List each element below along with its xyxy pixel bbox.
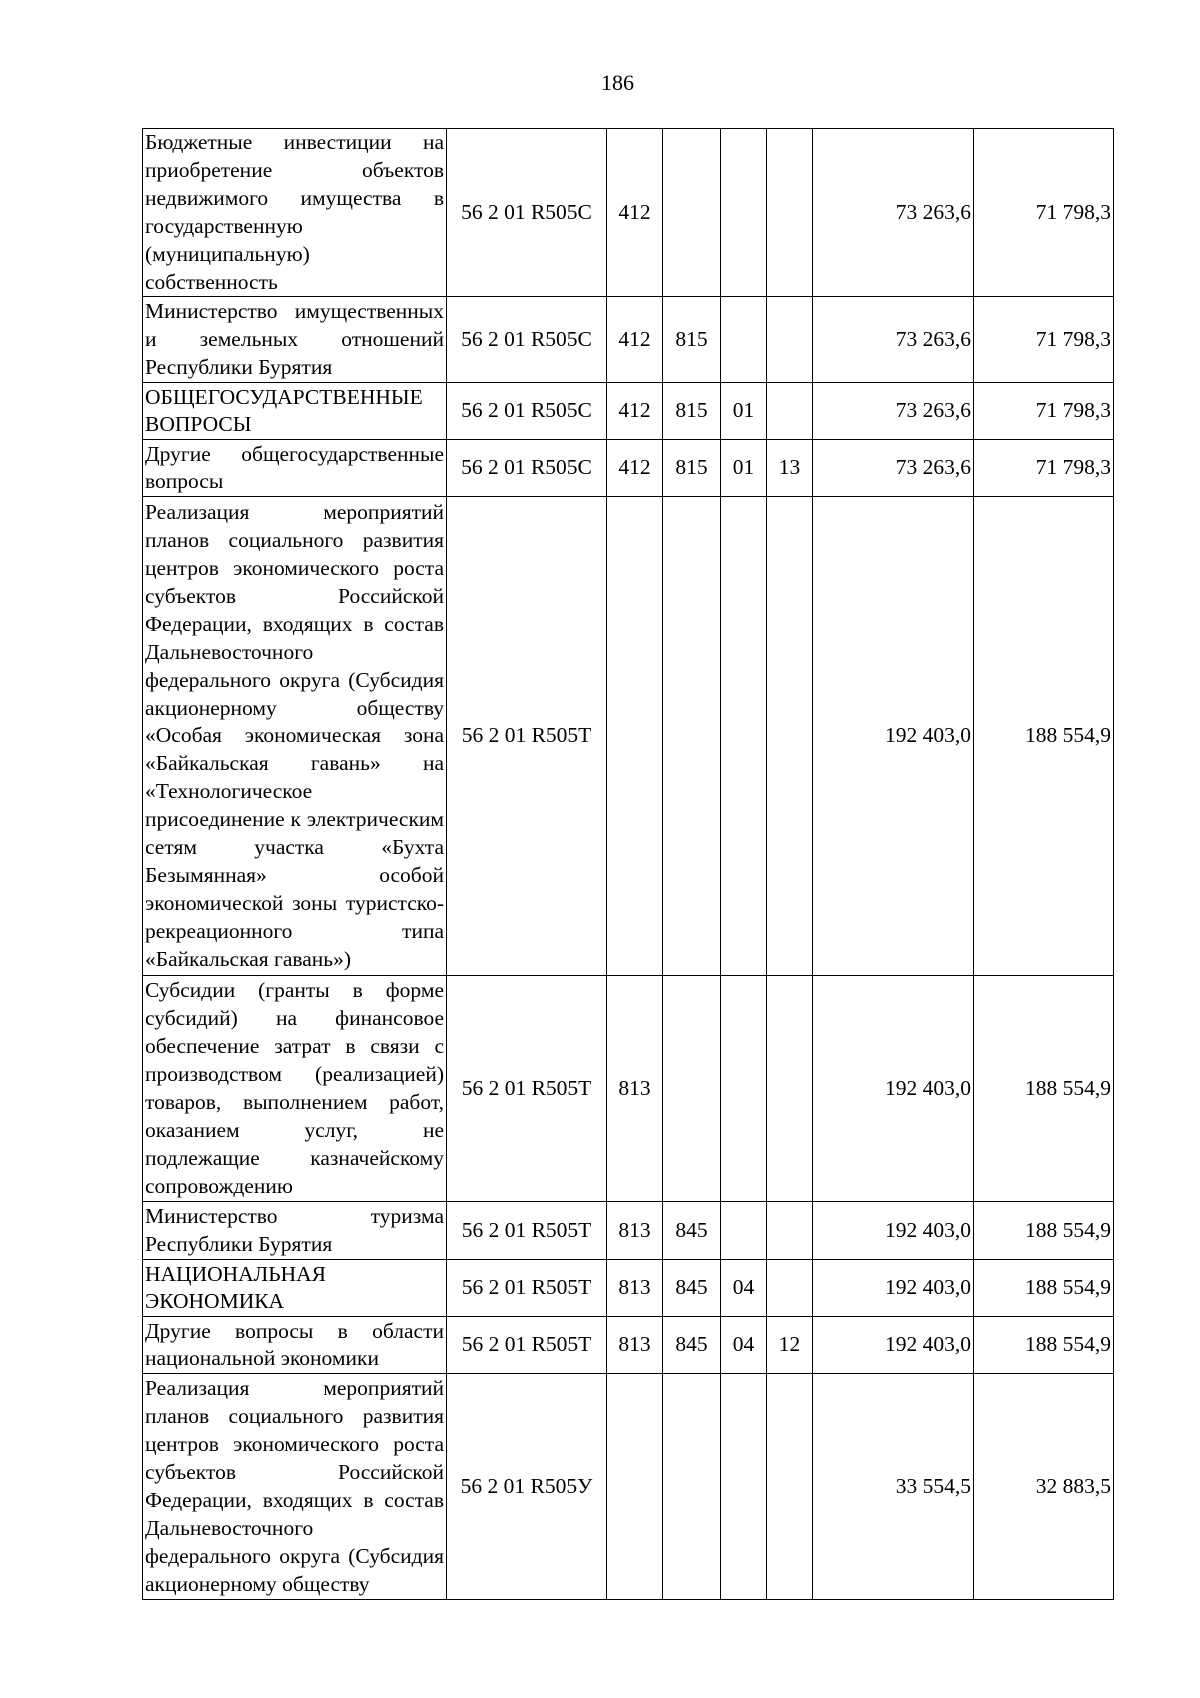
administrator-code — [663, 976, 721, 1202]
row-name: НАЦИОНАЛЬНАЯ ЭКОНОМИКА — [143, 1260, 447, 1317]
table-row — [143, 1317, 1114, 1374]
administrator-code: 815 — [663, 440, 721, 497]
target-article-code: 56 2 01 R505С — [447, 383, 607, 440]
subsection-code — [767, 297, 813, 383]
row-name: Реализация мероприятий планов социального развития центров экономического роста субъектов Российской Федерации, входящих в состав Дальневосточного федерального округа (Субсидия акционерному обществу «Особая экономическая зона «Байкальская гавань» на «Технологическое присоединение к электрическим сетям участка «Бухта Безымянная» особой экономической зоны туристско-рекреационного типа «Байкальская гавань») — [143, 497, 447, 976]
table-row — [143, 297, 1114, 383]
expense-type-code: 412 — [607, 440, 663, 497]
amount-year-2: 188 554,9 — [974, 976, 1114, 1202]
section-code — [721, 497, 767, 976]
expense-type-code: 412 — [607, 383, 663, 440]
amount-year-1: 192 403,0 — [813, 497, 974, 976]
target-article-code: 56 2 01 R505Т — [447, 1260, 607, 1317]
administrator-code: 845 — [663, 1317, 721, 1374]
row-name: Другие общегосударственные вопросы — [143, 440, 447, 497]
expense-type-code: 412 — [607, 129, 663, 297]
table-row — [143, 383, 1114, 440]
amount-year-1: 33 554,5 — [813, 1374, 974, 1600]
table-row — [143, 1374, 1114, 1600]
administrator-code: 815 — [663, 383, 721, 440]
row-name: Другие вопросы в области национальной экономики — [143, 1317, 447, 1374]
row-name: Бюджетные инвестиции на приобретение объектов недвижимого имущества в государственную (муниципальную) собственность — [143, 129, 447, 297]
amount-year-2: 188 554,9 — [974, 1260, 1114, 1317]
expense-type-code — [607, 497, 663, 976]
amount-year-1: 192 403,0 — [813, 1317, 974, 1374]
section-code — [721, 1374, 767, 1600]
expense-type-code: 813 — [607, 1202, 663, 1260]
row-name: Министерство имущественных и земельных отношений Республики Бурятия — [143, 297, 447, 383]
section-code: 04 — [721, 1317, 767, 1374]
row-name: ОБЩЕГОСУДАРСТВЕННЫЕ ВОПРОСЫ — [143, 383, 447, 440]
administrator-code — [663, 1374, 721, 1600]
target-article-code: 56 2 01 R505С — [447, 297, 607, 383]
administrator-code: 845 — [663, 1260, 721, 1317]
amount-year-2: 71 798,3 — [974, 383, 1114, 440]
section-code: 01 — [721, 383, 767, 440]
amount-year-2: 188 554,9 — [974, 497, 1114, 976]
amount-year-1: 192 403,0 — [813, 976, 974, 1202]
expense-type-code — [607, 1374, 663, 1600]
amount-year-1: 73 263,6 — [813, 383, 974, 440]
amount-year-1: 192 403,0 — [813, 1202, 974, 1260]
target-article-code: 56 2 01 R505С — [447, 440, 607, 497]
amount-year-2: 71 798,3 — [974, 129, 1114, 297]
section-code: 01 — [721, 440, 767, 497]
target-article-code: 56 2 01 R505Т — [447, 1202, 607, 1260]
subsection-code — [767, 383, 813, 440]
subsection-code — [767, 129, 813, 297]
expense-type-code: 813 — [607, 976, 663, 1202]
expense-type-code: 813 — [607, 1317, 663, 1374]
section-code — [721, 129, 767, 297]
budget-table — [142, 128, 1114, 1600]
target-article-code: 56 2 01 R505Т — [447, 976, 607, 1202]
amount-year-1: 73 263,6 — [813, 440, 974, 497]
table-row — [143, 1260, 1114, 1317]
expense-type-code: 813 — [607, 1260, 663, 1317]
administrator-code: 815 — [663, 297, 721, 383]
amount-year-2: 188 554,9 — [974, 1202, 1114, 1260]
subsection-code — [767, 497, 813, 976]
subsection-code — [767, 1202, 813, 1260]
amount-year-2: 188 554,9 — [974, 1317, 1114, 1374]
amount-year-2: 71 798,3 — [974, 297, 1114, 383]
table-row — [143, 440, 1114, 497]
target-article-code: 56 2 01 R505Т — [447, 497, 607, 976]
amount-year-1: 73 263,6 — [813, 297, 974, 383]
subsection-code: 12 — [767, 1317, 813, 1374]
subsection-code — [767, 1374, 813, 1600]
table-row — [143, 976, 1114, 1202]
section-code: 04 — [721, 1260, 767, 1317]
target-article-code: 56 2 01 R505Т — [447, 1317, 607, 1374]
table-row — [143, 1202, 1114, 1260]
row-name: Министерство туризма Республики Бурятия — [143, 1202, 447, 1260]
table-row — [143, 497, 1114, 976]
target-article-code: 56 2 01 R505С — [447, 129, 607, 297]
administrator-code: 845 — [663, 1202, 721, 1260]
section-code — [721, 976, 767, 1202]
amount-year-2: 32 883,5 — [974, 1374, 1114, 1600]
amount-year-2: 71 798,3 — [974, 440, 1114, 497]
section-code — [721, 297, 767, 383]
administrator-code — [663, 129, 721, 297]
expense-type-code: 412 — [607, 297, 663, 383]
row-name: Субсидии (гранты в форме субсидий) на финансовое обеспечение затрат в связи с производством (реализацией) товаров, выполнением работ, оказанием услуг, не подлежащие казначейскому сопровождению — [143, 976, 447, 1202]
subsection-code — [767, 1260, 813, 1317]
subsection-code — [767, 976, 813, 1202]
target-article-code: 56 2 01 R505У — [447, 1374, 607, 1600]
row-name: Реализация мероприятий планов социального развития центров экономического роста субъектов Российской Федерации, входящих в состав Дальневосточного федерального округа (Субсидия акционерному обществу — [143, 1374, 447, 1600]
section-code — [721, 1202, 767, 1260]
administrator-code — [663, 497, 721, 976]
subsection-code: 13 — [767, 440, 813, 497]
table-row — [143, 129, 1114, 297]
amount-year-1: 192 403,0 — [813, 1260, 974, 1317]
amount-year-1: 73 263,6 — [813, 129, 974, 297]
page-number: 186 — [601, 70, 634, 95]
